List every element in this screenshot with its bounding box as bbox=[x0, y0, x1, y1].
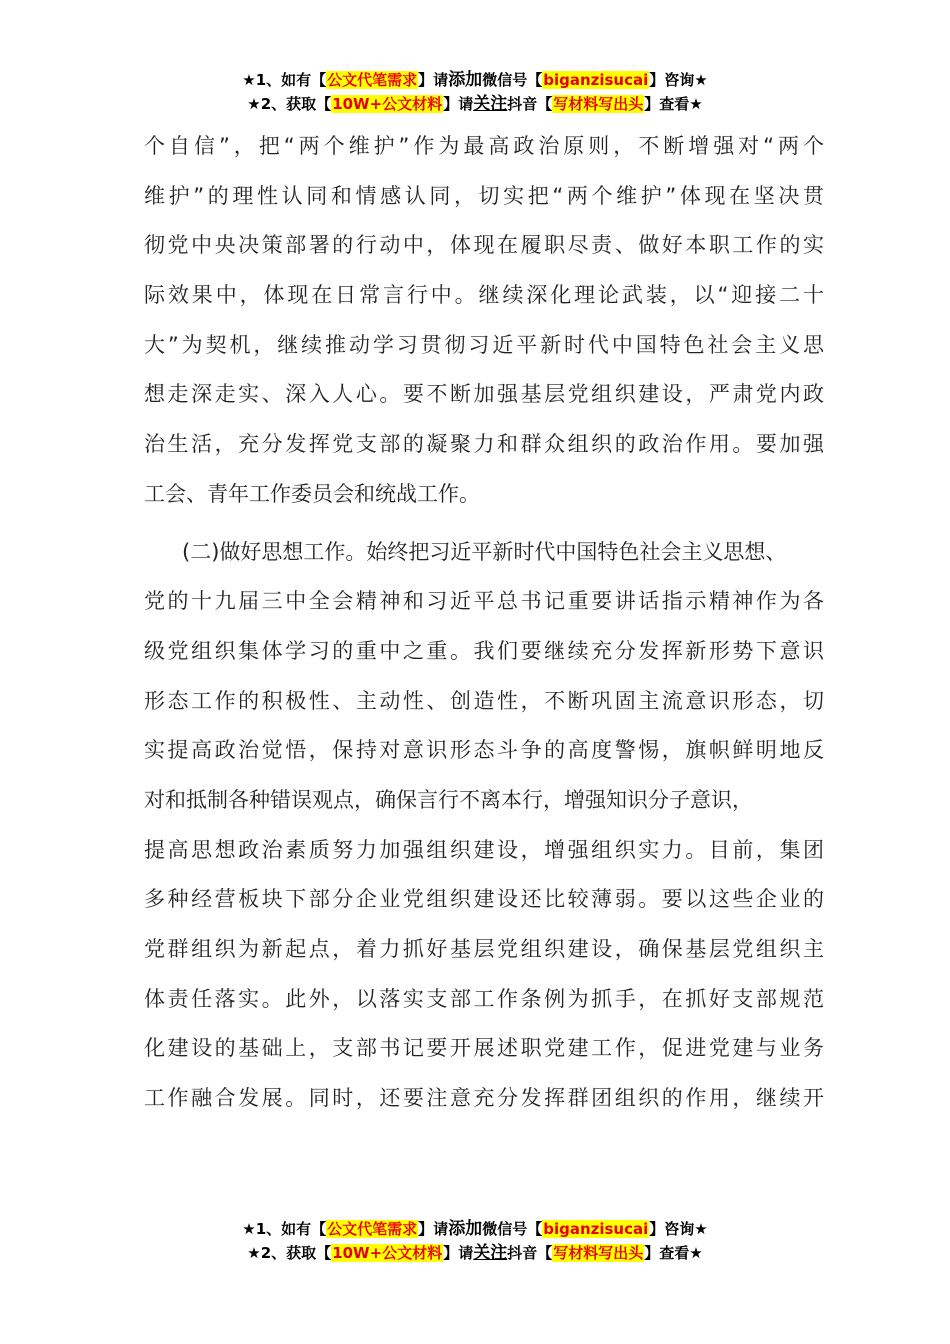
header-banner bbox=[0, 68, 950, 116]
banner-text: ★1、如有【 bbox=[242, 71, 327, 89]
text-line: 彻党中央决策部署的行动中，体现在履职尽责、做好本职工作的实 bbox=[144, 233, 824, 258]
text-line: 对和抵制各种错误观点，确保言行不离本行，增强知识分子意识， bbox=[144, 787, 753, 812]
text-line: 个自信”，把“两个维护”作为最高政治原则，不断增强对“两个 bbox=[144, 134, 824, 158]
banner-highlight: 公文代笔需求 bbox=[327, 71, 418, 89]
section-heading-line: (二)做好思想工作。始终把习近平新时代中国特色社会主义思想、 bbox=[182, 539, 787, 564]
text-line: 想走深走实、深入人心。要不断加强基层党组织建设，严肃党内政 bbox=[144, 382, 824, 407]
banner-text: 抖音【 bbox=[507, 95, 553, 113]
text-line: 提高思想政治素质努力加强组织建设，增强组织实力。目前，集团 bbox=[144, 837, 824, 862]
text-line: 工会、青年工作委员会和统战工作。 bbox=[144, 481, 480, 506]
banner-text: 】请 bbox=[418, 71, 449, 89]
document-body bbox=[144, 122, 824, 1124]
banner-text: 微信号【 bbox=[482, 71, 543, 89]
banner-text: 】请 bbox=[443, 95, 474, 113]
banner-text: 抖音【 bbox=[507, 1244, 553, 1262]
banner-text: 】查看★ bbox=[644, 1244, 703, 1262]
banner-text: ★1、如有【 bbox=[242, 1220, 327, 1238]
banner-douyin-id: 写材料写出头 bbox=[553, 1244, 644, 1262]
paragraph-1 bbox=[144, 122, 824, 520]
text-line: 体责任落实。此外，以落实支部工作条例为抓手，在抓好支部规范 bbox=[144, 986, 824, 1011]
banner-douyin-id: 写材料写出头 bbox=[553, 95, 644, 113]
text-line: 实提高政治觉悟，保持对意识形态斗争的高度警惕，旗帜鲜明地反 bbox=[144, 738, 824, 763]
banner-text: 微信号【 bbox=[482, 1220, 543, 1238]
banner-text: 】咨询★ bbox=[649, 1220, 708, 1238]
text-line: 治生活，充分发挥党支部的凝聚力和群众组织的政治作用。要加强 bbox=[144, 432, 824, 457]
banner-emphasis: 添加 bbox=[448, 70, 483, 90]
text-line: 党群组织为新起点，着力抓好基层党组织建设，确保基层党组织主 bbox=[144, 937, 824, 961]
text-line: 化建设的基础上，支部书记要开展述职党建工作，促进党建与业务 bbox=[144, 1036, 824, 1061]
banner-line-2 bbox=[0, 1241, 950, 1265]
banner-wechat-id: biganzisucai bbox=[543, 71, 649, 89]
banner-highlight: 10W+公文材料 bbox=[332, 1244, 443, 1262]
text-line: 际效果中，体现在日常言行中。继续深化理论武装，以“迎接二十 bbox=[144, 283, 824, 308]
banner-highlight: 10W+公文材料 bbox=[332, 95, 443, 113]
banner-emphasis: 关注 bbox=[473, 94, 508, 114]
text-line: 党的十九届三中全会精神和习近平总书记重要讲话指示精神作为各 bbox=[144, 589, 824, 614]
text-line: 级党组织集体学习的重中之重。我们要继续充分发挥新形势下意识 bbox=[144, 638, 824, 663]
banner-text: 】咨询★ bbox=[649, 71, 708, 89]
banner-text: 】请 bbox=[443, 1244, 474, 1262]
text-line: 工作融合发展。同时，还要注意充分发挥群团组织的作用，继续开 bbox=[144, 1086, 824, 1111]
banner-wechat-id: biganzisucai bbox=[543, 1220, 649, 1238]
text-line: 大”为契机，继续推动学习贯彻习近平新时代中国特色社会主义思 bbox=[144, 332, 824, 357]
banner-highlight: 公文代笔需求 bbox=[327, 1220, 418, 1238]
text-line: 维护”的理性认同和情感认同，切实把“两个维护”体现在坚决贯 bbox=[144, 183, 824, 208]
banner-line-2 bbox=[0, 92, 950, 116]
banner-text: 】查看★ bbox=[644, 95, 703, 113]
banner-text: ★2、获取【 bbox=[247, 95, 332, 113]
banner-emphasis: 关注 bbox=[473, 1243, 508, 1263]
banner-line-1 bbox=[0, 1217, 950, 1241]
footer-banner bbox=[0, 1217, 950, 1265]
banner-line-1 bbox=[0, 68, 950, 92]
banner-text: ★2、获取【 bbox=[247, 1244, 332, 1262]
text-line: 形态工作的积极性、主动性、创造性，不断巩固主流意识形态，切 bbox=[144, 688, 824, 713]
banner-text: 】请 bbox=[418, 1220, 449, 1238]
text-line: 多种经营板块下部分企业党组织建设还比较薄弱。要以这些企业的 bbox=[144, 887, 824, 912]
banner-emphasis: 添加 bbox=[448, 1219, 483, 1239]
paragraph-2 bbox=[144, 528, 824, 1124]
